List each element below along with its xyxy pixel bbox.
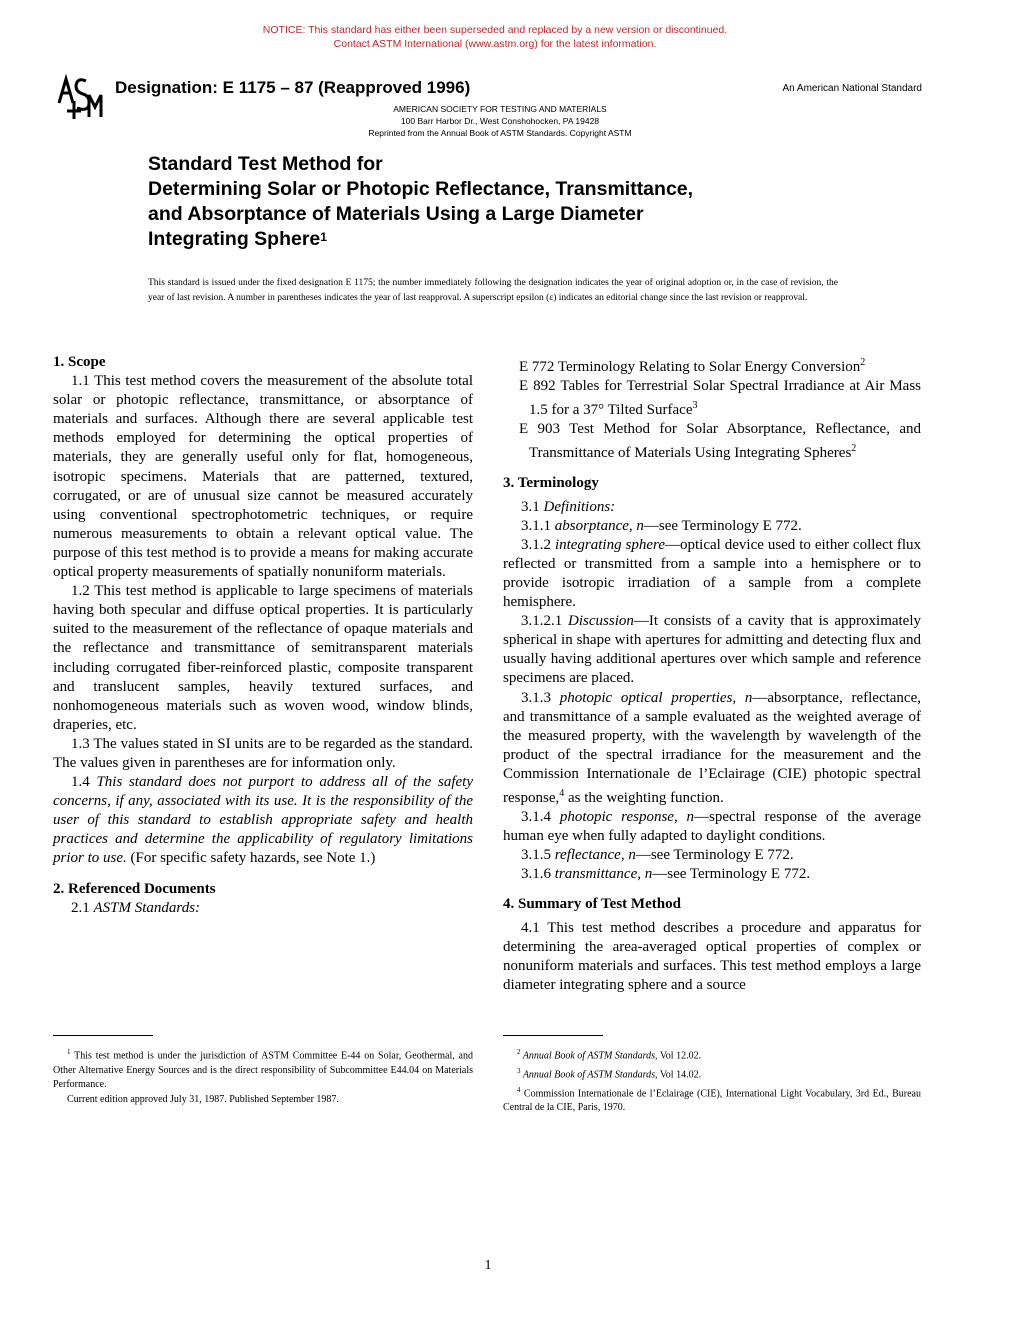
national-standard-label: An American National Standard bbox=[782, 83, 922, 94]
designation: Designation: E 1175 – 87 (Reapproved 1996) bbox=[115, 78, 471, 97]
issued-note: This standard is issued under the fixed designation E 1175; the number immediately following the designation indicates the year of original adoption or, in the case of revision, the year of last revision. A number in parentheses indicates the year of last reapproval. A superscript epsilon (ε) indicates an editorial change since the last revision or reapproval. bbox=[148, 278, 838, 303]
term-3-1-5: 3.1.5 reflectance, n—see Terminology E 772. bbox=[521, 847, 794, 864]
footnote-2: $^2$ Annual Book of ASTM Standards, Vol 12.02. bbox=[517, 1048, 702, 1062]
society-address: 100 Barr Harbor Dr., West Conshohocken, PA 19428 bbox=[400, 116, 600, 126]
footnotes-left bbox=[53, 1045, 473, 1107]
scope-1-2: 1.2 This test method is applicable to large specimens of materials having both specular and diffuse optical properties. It is particularly suited to the measurement of the reflectance of opaque materials and the reflectance and transmittance of semitransparent materials including corrugated fiber-reinforced plastic, composite transparent and translucent samples, heavily textured surfaces, and nonhomogeneous materials such as woven wood, window blinds, draperies, etc. bbox=[53, 583, 473, 733]
term-3-1-2-1: 3.1.2.1 Discussion—It consists of a cavity that is approximately spherical in shape with apertures for admitting and detecting flux and usually having additional apertures over which sample and reference specimens are placed. bbox=[503, 613, 922, 687]
astm-logo bbox=[53, 73, 103, 119]
title-line-4: Integrating Sphere bbox=[148, 228, 321, 250]
left-column bbox=[53, 353, 473, 918]
ref-e892: E 892 Tables for Terrestrial Solar Spectral Irradiance at Air Mass 1.5 for a 37° Tilted Surface$^3$ bbox=[519, 378, 921, 419]
referenced-heading: 2. Referenced Documents bbox=[53, 880, 216, 897]
page-number: 1 bbox=[484, 1258, 492, 1273]
footnote-1: $^1$ This test method is under the jurisdiction of ASTM Committee E-44 on Solar, Geothermal, and Other Alternative Energy Sources and is the direct responsibility of Subcommittee E44.04 on Materials Performance. bbox=[53, 1048, 473, 1091]
footnote-rule-right bbox=[503, 1035, 603, 1036]
footnote-rule-left bbox=[53, 1035, 153, 1036]
title-line-3: and Absorptance of Materials Using a Large Diameter bbox=[148, 203, 644, 225]
scope-1-3: 1.3 The values stated in SI units are to be regarded as the standard. The values given in parentheses are for information only. bbox=[53, 735, 473, 771]
term-3-1-6: 3.1.6 transmittance, n—see Terminology E 772. bbox=[521, 866, 811, 883]
scope-heading: 1. Scope bbox=[53, 354, 106, 370]
summary-heading: 4. Summary of Test Method bbox=[503, 896, 681, 913]
title-footnote-mark: 1 bbox=[320, 230, 327, 244]
notice-line-2: Contact ASTM International (www.astm.org) for the latest information. bbox=[333, 38, 657, 50]
title-line-1: Standard Test Method for bbox=[148, 153, 383, 175]
notice-line-1: NOTICE: This standard has either been superseded and replaced by a new version or discontinued. bbox=[262, 24, 728, 36]
reprint-note: Reprinted from the Annual Book of ASTM Standards. Copyright ASTM bbox=[368, 128, 632, 138]
term-3-1-2: 3.1.2 integrating sphere—optical device used to either collect flux reflected or transmitted from a sample into a hemisphere or to provide isotropic irradiation of a sample from a complete hemisphere. bbox=[503, 536, 922, 611]
term-3-1-4: 3.1.4 photopic response, n—spectral response of the average human eye when fully adapted to daylight conditions. bbox=[503, 809, 921, 845]
ref-e903: E 903 Test Method for Solar Absorptance, Reflectance, and Transmittance of Materials Using Integrating Spheres$^2$ bbox=[519, 421, 921, 462]
document-title bbox=[148, 152, 868, 252]
scope-1-4: 1.4 This standard does not purport to address all of the safety concerns, if any, associated with its use. It is the responsibility of the user of this standard to establish appropriate safety and health practices and determine the applicability of regulatory limitations prior to use. (For specific safety hazards, see Note 1.) bbox=[53, 774, 474, 867]
term-3-1-1: 3.1.1 absorptance, n—see Terminology E 772. bbox=[521, 517, 802, 534]
term-3-1: 3.1 Definitions: bbox=[521, 498, 616, 515]
scope-1-1: 1.1 This test method covers the measurement of the absolute total solar or photopic reflectance, transmittance, or absorptance of materials and surfaces. Although there are several applicable test methods employed for determining the optical properties of materials, they are generally useful only for flat, homogeneous, isotropic specimens. Materials that are patterned, textured, corrugated, or are of unusual size cannot be measured accurately using conventional spectrophotometric techniques, or require numerous measurements to obtain a relevant optical value. The purpose of this test method is to provide a means for making accurate optical property measurements of spatially nonuniform materials. bbox=[53, 373, 473, 581]
supersede-notice bbox=[0, 23, 990, 51]
term-3-1-3: 3.1.3 photopic optical properties, n—absorptance, reflectance, and transmittance of a sample evaluated as the weighted average of the measured property, with the wavelength by wavelength of the product of the spectral irradiance for the measurement and the Commission Internationale de l’Eclairage (CIE) photopic spectral response,$^4$ as the weighting function. bbox=[503, 689, 921, 806]
society-name: AMERICAN SOCIETY FOR TESTING AND MATERIALS bbox=[393, 104, 607, 114]
summary-4-1: 4.1 This test method describes a procedure and apparatus for determining the area-averaged optical properties of complex or nonuniform materials and surfaces. This test method employs a large diameter integrating sphere and a source bbox=[503, 919, 921, 993]
footnote-3: $^3$ Annual Book of ASTM Standards, Vol 14.02. bbox=[517, 1066, 702, 1081]
ref-e772: E 772 Terminology Relating to Solar Energy Conversion$^2$ bbox=[519, 357, 866, 375]
society-block bbox=[300, 103, 700, 139]
footnote-1-approved: Current edition approved July 31, 1987. Published September 1987. bbox=[67, 1093, 339, 1105]
title-line-2: Determining Solar or Photopic Reflectance, Transmittance, bbox=[148, 178, 694, 200]
footnote-4: $^4$ Commission Internationale de l’Eclairage (CIE), International Light Vocabulary, 3rd Ed., Bureau Central de la CIE, Paris, 1970. bbox=[503, 1085, 921, 1114]
footnotes-right bbox=[503, 1045, 921, 1116]
right-column bbox=[503, 353, 921, 995]
terminology-heading: 3. Terminology bbox=[503, 475, 599, 492]
referenced-2-1: 2.1 ASTM Standards: bbox=[71, 899, 201, 916]
